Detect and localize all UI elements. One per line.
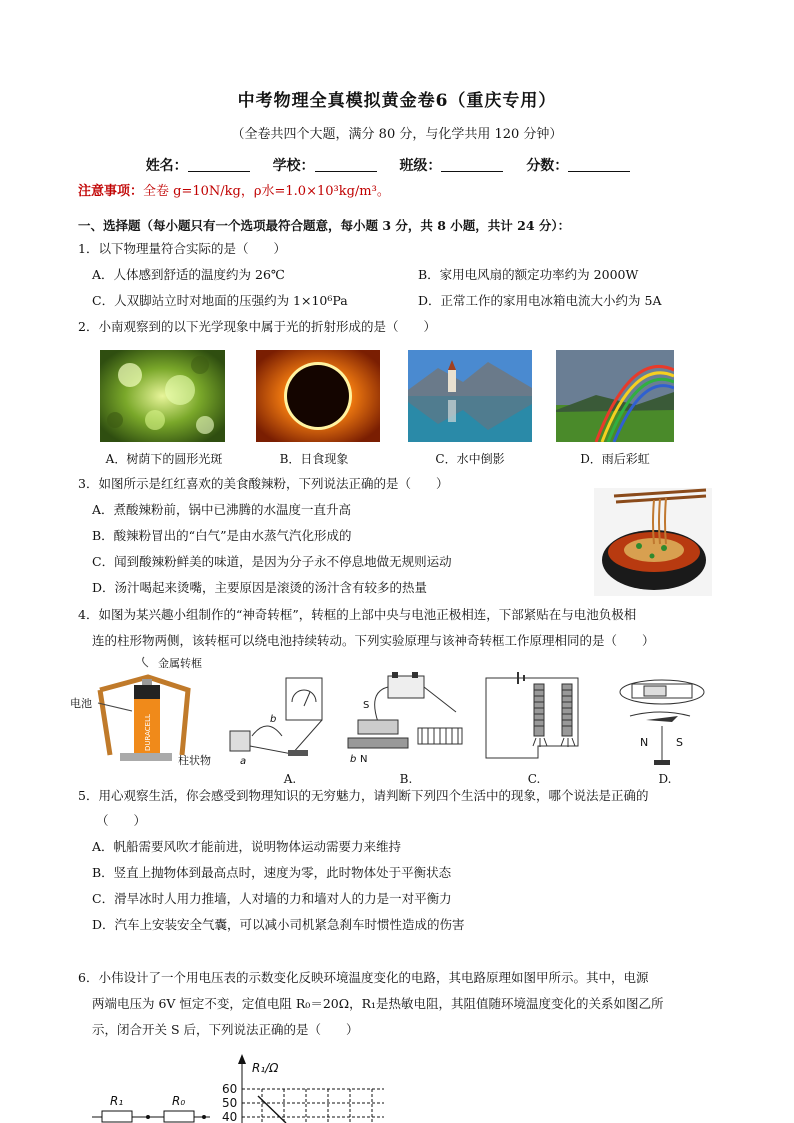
label-s2: S — [676, 736, 683, 749]
q2-option-d: D．雨后彩虹 — [580, 452, 650, 466]
class-label: 班级： — [399, 158, 442, 174]
student-info-row — [0, 155, 794, 175]
q2-option-c: C．水中倒影 — [435, 452, 505, 466]
q6-stem-line1: 6．小伟设计了一个用电压表的示数变化反映环境温度变化的电路，其电路原理如图甲所示。其中，电源 — [78, 970, 649, 985]
q2-stem: 2．小南观察到的以下光学现象中属于光的折射形成的是（ ） — [78, 319, 436, 334]
graph-ylabel: R₁/Ω — [252, 1061, 279, 1075]
graph-tick-40: 40 — [222, 1110, 238, 1123]
q3-option-d: D．汤汁喝起来烫嘴，主要原因是滚烫的汤汁含有较多的热量 — [92, 580, 428, 595]
section-heading: 一、选择题（每小题只有一个选项最符合题意，每小题 3 分，共 8 小题，共计 24 分）： — [78, 218, 571, 233]
q4-stem-line2: 连的柱形物两侧，该转框可以绕电池持续转动。下列实验原理与该神奇转框工作原理相同的是（ ） — [92, 633, 655, 648]
q1-option-c: C．人双脚站立时对地面的压强约为 1×10⁶Pa — [92, 293, 348, 308]
notice-label: 注意事项： — [78, 184, 144, 199]
q6-stem-line2: 两端电压为 6V 恒定不变，定值电阻 R₀＝20Ω，R₁是热敏电阻，其阻值随环境温度变化的关系如图乙所 — [92, 996, 664, 1011]
q2-option-a: A．树荫下的圆形光斑 — [105, 452, 223, 466]
q4-option-c: C. — [527, 772, 541, 786]
q3-option-c: C．闻到酸辣粉鲜美的味道，是因为分子永不停息地做无规则运动 — [92, 554, 452, 569]
name-label: 姓名： — [145, 158, 188, 174]
school-blank[interactable] — [315, 157, 377, 172]
noodle-bowl-photo — [594, 488, 712, 596]
option-d-apparatus — [612, 676, 722, 768]
battery-brand: DURACELL — [144, 714, 152, 751]
school-label: 学校： — [272, 158, 315, 174]
q4-stem-line1: 4．如图为某兴趣小组制作的“神奇转框”，转框的上部中央与电池正极相连，下部紧贴在与电池负极相 — [78, 607, 637, 622]
page-subtitle: （全卷共四个大题，满分 80 分，与化学共用 120 分钟） — [231, 127, 563, 142]
q5-stem-line2: （ ） — [96, 813, 147, 828]
rainbow-photo — [556, 350, 674, 442]
label-s: S — [363, 700, 370, 711]
notice-text: 全卷 g=10N/kg，ρ水=1.0×10³kg/m³。 — [143, 184, 390, 199]
spinning-frame-figure — [70, 655, 220, 770]
q1-option-b: B．家用电风扇的额定功率约为 2000W — [418, 267, 639, 282]
q3-stem: 3．如图所示是红红喜欢的美食酸辣粉，下列说法正确的是（ ） — [78, 476, 449, 491]
label-b: b — [270, 714, 277, 725]
option-c-apparatus — [478, 666, 588, 771]
q5-option-d: D．汽车上安装安全气囊，可以减小司机紧急刹车时惯性造成的伤害 — [92, 917, 465, 932]
label-n2: N — [640, 736, 649, 749]
circuit-diagram-jia — [92, 1085, 222, 1123]
class-blank[interactable] — [441, 157, 503, 172]
q6-stem-line3: 示，闭合开关 S 后，下列说法正确的是（ ） — [92, 1022, 359, 1037]
eclipse-photo — [256, 350, 380, 442]
graph-tick-60: 60 — [222, 1082, 238, 1096]
score-label: 分数： — [526, 158, 569, 174]
label-a: a — [240, 756, 247, 767]
label-b2: b — [350, 754, 357, 765]
name-blank[interactable] — [188, 157, 250, 172]
q5-stem-line1: 5．用心观察生活，你会感受到物理知识的无穷魅力，请判断下列四个生活中的现象，哪个说法是正确的 — [78, 788, 649, 803]
q3-option-a: A．煮酸辣粉前，锅中已沸腾的水温度一直升高 — [92, 502, 352, 517]
q4-option-b: B. — [399, 772, 413, 786]
frame-label: 金属转框 — [158, 657, 202, 670]
resistance-graph-yi — [222, 1052, 392, 1123]
q1-option-d: D．正常工作的家用电冰箱电流大小约为 5A — [418, 293, 662, 308]
option-a-apparatus — [222, 676, 332, 768]
circuit-label-r0: R₀ — [172, 1094, 186, 1108]
q2-option-b: B．日食现象 — [279, 452, 349, 466]
tree-shade-photo — [100, 350, 225, 442]
option-b-apparatus — [338, 672, 468, 768]
page-title: 中考物理全真模拟黄金卷6（重庆专用） — [237, 91, 557, 111]
q1-stem: 1．以下物理量符合实际的是（ ） — [78, 241, 286, 256]
q4-option-d: D. — [658, 772, 672, 786]
q5-option-c: C．滑旱冰时人用力推墙，人对墙的力和墙对人的力是一对平衡力 — [92, 891, 452, 906]
battery-label: 电池 — [70, 697, 92, 710]
q5-option-b: B．竖直上抛物体到最高点时，速度为零，此时物体处于平衡状态 — [92, 865, 452, 880]
q4-option-a: A. — [283, 772, 297, 786]
q3-option-b: B．酸辣粉冒出的“白气”是由水蒸气汽化形成的 — [92, 528, 352, 543]
q1-option-a: A．人体感到舒适的温度约为 26℃ — [92, 267, 285, 282]
q5-option-a: A．帆船需要风吹才能前进，说明物体运动需要力来维持 — [92, 839, 402, 854]
circuit-label-r1: R₁ — [110, 1094, 124, 1108]
graph-tick-50: 50 — [222, 1096, 238, 1110]
water-reflection-photo — [408, 350, 532, 442]
notice — [78, 180, 390, 199]
label-n: N — [360, 754, 368, 765]
score-blank[interactable] — [568, 157, 630, 172]
cylinder-label: 柱状物 — [178, 754, 211, 767]
